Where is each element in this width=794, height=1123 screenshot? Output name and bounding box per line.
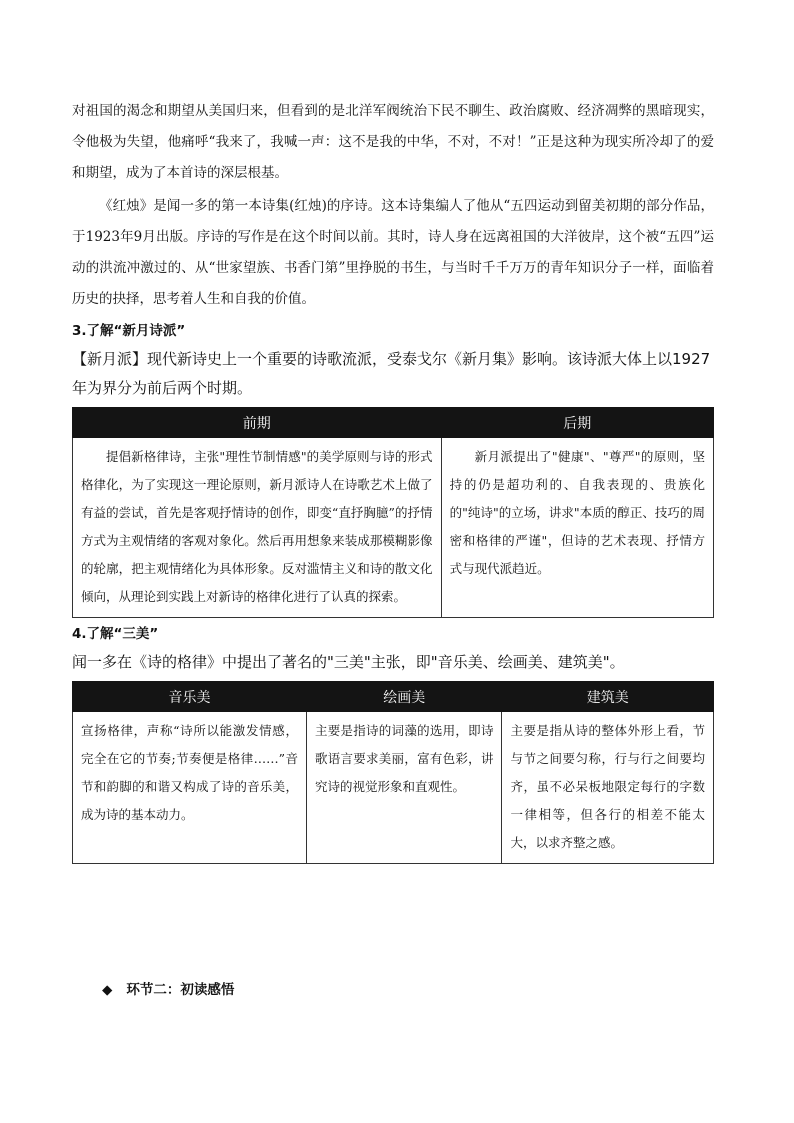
table-header-music: 音乐美 — [73, 682, 307, 712]
table-row — [73, 438, 714, 618]
table-row — [73, 712, 714, 864]
music-beauty-cell: 宣扬格律，声称“诗所以能激发情感，完全在它的节奏;节奏便是格律……”音节和韵脚的和谐又构成了诗的音乐美，成为诗的基本动力。 — [73, 712, 307, 864]
table-header-architecture: 建筑美 — [502, 682, 714, 712]
architecture-beauty-cell: 主要是指从诗的整体外形上看，节与节之间要匀称，行与行之间要均齐，虽不必呆板地限定每行的字数一律相等，但各行的相差不能太大，以求齐整之感。 — [502, 712, 714, 864]
three-beauties-table — [72, 681, 714, 864]
document-page — [72, 0, 714, 864]
table-header-row — [73, 408, 714, 438]
next-step-line — [102, 978, 234, 998]
section3-intro: 【新月派】现代新诗史上一个重要的诗歌流派，受泰戈尔《新月集》影响。该诗派大体上以1927年为界分为前后两个时期。 — [72, 350, 711, 397]
late-period-cell: 新月派提出了"健康"、"尊严"的原则，坚持的仍是超功利的、自我表现的、贵族化的"纯诗"的立场，讲求"本质的醇正、技巧的周密和格律的严谨"，但诗的艺术表现、抒情方式与现代派趋近。 — [441, 438, 713, 618]
table-header-early: 前期 — [73, 408, 442, 438]
next-step-label: 环节二：初读感悟 — [126, 982, 235, 998]
section3-heading: 3.了解“新月诗派” — [72, 323, 186, 339]
table-header-late: 后期 — [441, 408, 713, 438]
context-paragraph-1: 对祖国的渴念和期望从美国归来，但看到的是北洋军阀统治下民不聊生、政治腐败、经济凋弊的黑暗现实，令他极为失望，他痛呼“我来了，我喊一声：这不是我的中华，不对，不对！”正是这种为现实所冷却了的爱和期望，成为了本首诗的深层根基。 — [72, 103, 714, 181]
table-header-row — [73, 682, 714, 712]
section4-heading: 4.了解“三美” — [72, 626, 159, 642]
early-period-cell: 提倡新格律诗，主张"理性节制情感"的美学原则与诗的形式格律化，为了实现这一理论原则，新月派诗人在诗歌艺术上做了有益的尝试，首先是客观抒情诗的创作，即变“直抒胸臆”的抒情方式为主观情绪的客观对象化。然后再用想象来装成那模糊影像的轮廓，把主观情绪化为具体形象。反对滥情主义和诗的散文化倾向，从理论到实践上对新诗的格律化进行了认真的探索。 — [73, 438, 442, 618]
diamond-bullet-icon: ◆ — [102, 982, 113, 998]
context-paragraph-2: 《红烛》是闻一多的第一本诗集(红烛)的序诗。这本诗集编人了他从“五四运动到留美初期的部分作品，于1923年9月出版。序诗的写作是在这个时间以前。其时，诗人身在远离祖国的大洋彼岸，这个被“五四”运动的洪流冲激过的、从“世家望族、书香门第”里挣脱的书生，与当时千千万万的青年知识分子一样，面临着历史的抉择，思考着人生和自我的价值。 — [72, 198, 714, 307]
section4-intro: 闻一多在《诗的格律》中提出了著名的"三美"主张，即"音乐美、绘画美、建筑美"。 — [72, 653, 625, 671]
painting-beauty-cell: 主要是指诗的词藻的选用，即诗歌语言要求美丽，富有色彩，讲究诗的视觉形象和直观性。 — [306, 712, 502, 864]
xinyue-periods-table — [72, 407, 714, 618]
table-header-painting: 绘画美 — [306, 682, 502, 712]
